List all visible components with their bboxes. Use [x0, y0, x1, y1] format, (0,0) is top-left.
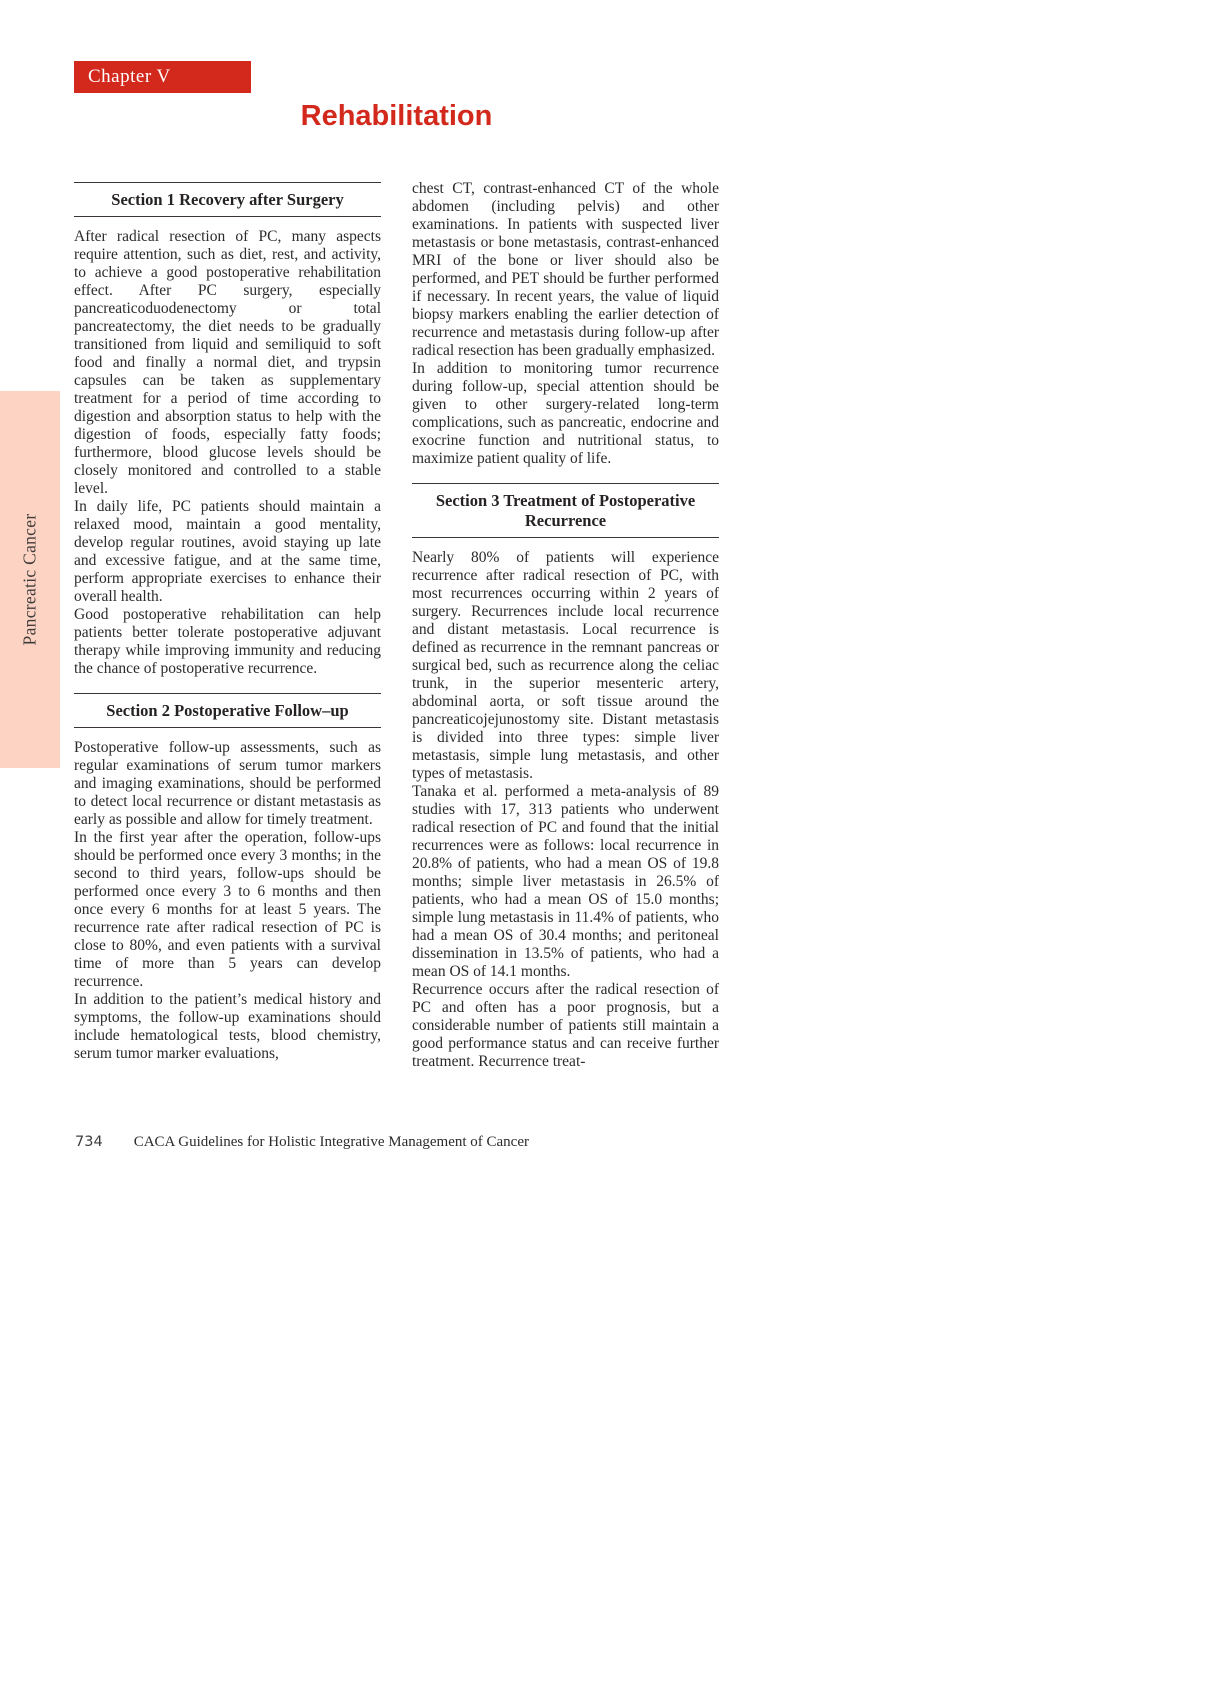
paragraph: In daily life, PC patients should maintain a relaxed mood, maintain a good mentality, develop regular routines, avoid staying up late and excessive fatigue, and at the same time, perform appropriate exercises to enhance their overall health.: [74, 498, 381, 605]
section-3-heading: Section 3 Treatment of Postoperative Recurrence: [412, 483, 719, 538]
paragraph: Recurrence occurs after the radical resection of PC and often has a poor prognosis, but a considerable number of patients still maintain a good performance status and can receive further treatment. Recurrence treat-: [412, 981, 719, 1070]
paragraph: In addition to the patient’s medical history and symptoms, the follow-up examinations should include hematological tests, blood chemistry, serum tumor marker evaluations,: [74, 991, 381, 1062]
paragraph: chest CT, contrast-enhanced CT of the whole abdomen (including pelvis) and other examinations. In patients with suspected liver metastasis or bone metastasis, contrast-enhanced MRI of the bone or liver should also be performed, and PET should be further performed if necessary. In recent years, the value of liquid biopsy markers enabling the earlier detection of recurrence and metastasis during follow-up after radical resection has been gradually emphasized.: [412, 180, 719, 359]
side-tab-label: Pancreatic Cancer: [19, 513, 40, 646]
left-column: [74, 182, 381, 1063]
section-1-heading: Section 1 Recovery after Surgery: [74, 182, 381, 217]
paragraph: Good postoperative rehabilitation can help patients better tolerate postoperative adjuvant therapy while improving immunity and reducing the chance of postoperative recurrence.: [74, 606, 381, 677]
paragraph: Tanaka et al. performed a meta-analysis of 89 studies with 17, 313 patients who underwent radical resection of PC and found that the initial recurrences were as follows: local recurrence in 20.8% of patients, who had a mean OS of 19.8 months; simple liver metastasis in 26.5% of patients, who had a mean OS of 15.0 months; simple lung metastasis in 11.4% of patients, who had a mean OS of 30.4 months; and peritoneal dissemination in 13.5% of patients, who had a mean OS of 14.1 months.: [412, 783, 719, 980]
paragraph: In addition to monitoring tumor recurrence during follow-up, special attention should be given to other surgery-related long-term complications, such as pancreatic, endocrine and exocrine function and nutritional status, to maximize patient quality of life.: [412, 360, 719, 467]
paragraph: In the first year after the operation, follow-ups should be performed once every 3 months; in the second to third years, follow-ups should be performed once every 3 to 6 months and then once every 6 months for at least 5 years. The recurrence rate after radical resection of PC is close to 80%, and even patients with a survival time of more than 5 years can develop recurrence.: [74, 829, 381, 990]
paragraph: After radical resection of PC, many aspects require attention, such as diet, rest, and activity, to achieve a good postoperative rehabilitation effect. After PC surgery, especially pancreaticoduodenectomy or total pancreatectomy, the diet needs to be gradually transitioned from liquid and semiliquid to soft food and finally a normal diet, and trypsin capsules can be taken as supplementary treatment for a period of time according to digestion and absorption status to help with the digestion of foods, especially fatty foods; furthermore, blood glucose levels should be closely monitored and controlled to a stable level.: [74, 228, 381, 497]
page-title: Rehabilitation: [300, 100, 493, 132]
page-footer: [75, 1134, 775, 1151]
page-number: 734: [75, 1134, 103, 1150]
chapter-label: Chapter V: [88, 66, 171, 87]
chapter-banner: [74, 61, 251, 93]
paragraph: Postoperative follow-up assessments, such as regular examinations of serum tumor markers and imaging examinations, should be performed to detect local recurrence or distant metastasis as early as possible and allow for timely treatment.: [74, 739, 381, 828]
right-column: [412, 180, 719, 1071]
paragraph: Nearly 80% of patients will experience recurrence after radical resection of PC, with most recurrences occurring within 2 years of surgery. Recurrences include local recurrence and distant metastasis. Local recurrence is defined as recurrence in the remnant pancreas or surgical bed, such as recurrence along the celiac trunk, in the superior mesenteric artery, abdominal aorta, or soft tissue around the pancreaticojejunostomy site. Distant metastasis is divided into three types: simple liver metastasis, simple lung metastasis, and other types of metastasis.: [412, 549, 719, 782]
side-tab: [0, 391, 60, 768]
footer-text: CACA Guidelines for Holistic Integrative Management of Cancer: [133, 1134, 529, 1150]
section-2-heading: Section 2 Postoperative Follow–up: [74, 693, 381, 728]
